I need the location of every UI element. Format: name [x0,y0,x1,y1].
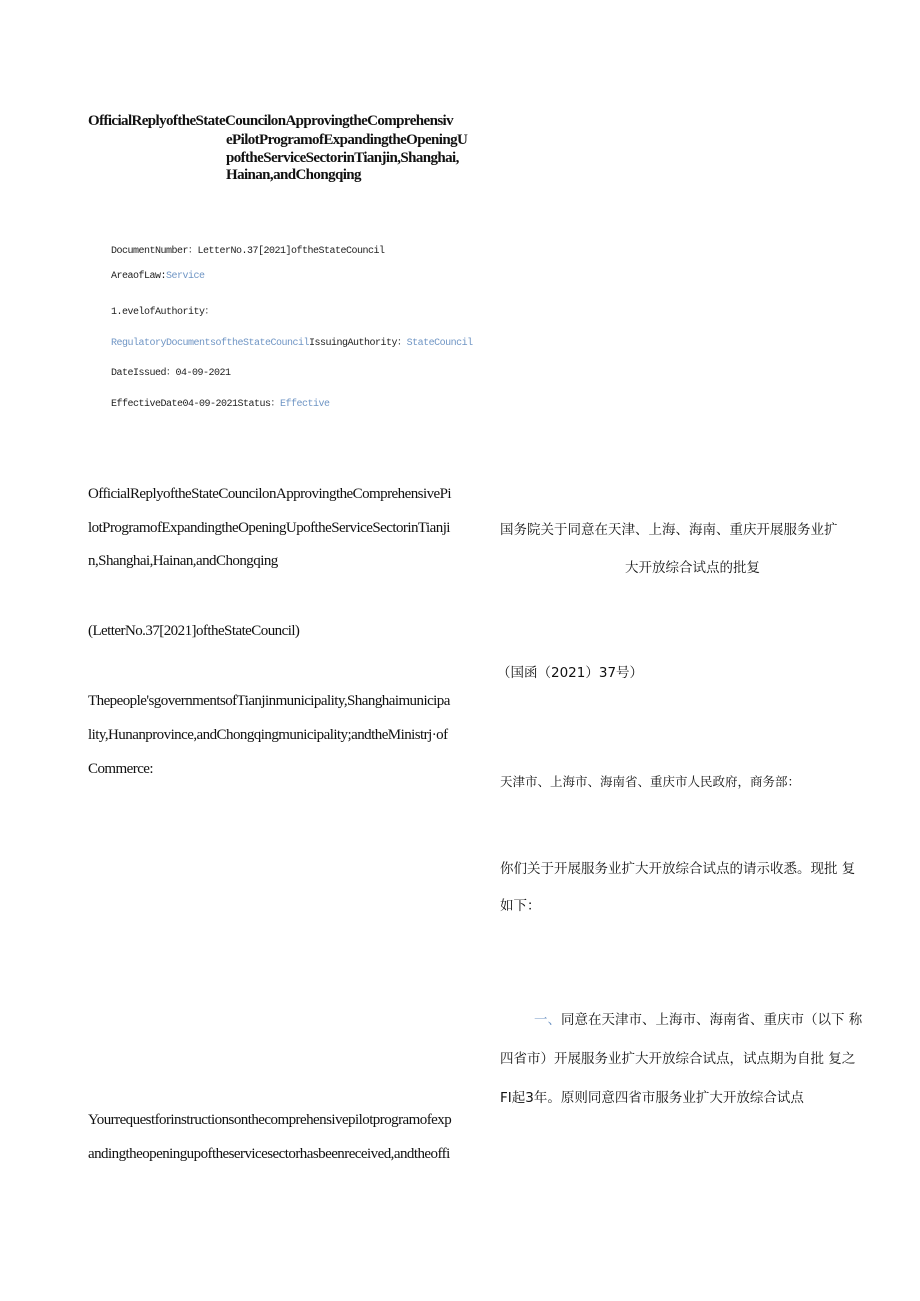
chinese-request-line-2: 如下： [500,898,541,914]
chinese-item-1-line-2: 四省市）开展服务业扩大开放综合试点，试点期为自批 复之 [500,1051,856,1067]
issuing-authority-label: IssuingAuthority： [309,338,407,349]
area-of-law-label: AreaofLaw: [111,271,167,282]
english-addressee-line-2: lity,Hunanprovince,andChongqingmunicipality;andtheMinistrj·of [88,727,448,743]
chinese-item-1-line-3: FI起3年。原则同意四省市服务业扩大开放综合试点 [500,1090,804,1106]
chinese-item-1-number: 一、 [534,1012,561,1028]
header-title-line-2: ePilotProgramofExpandingtheOpeningU [226,132,468,148]
header-title-line-1: OfficialReplyoftheStateCouncilonApprovingtheComprehensiv [88,113,454,129]
chinese-item-1-line-1-text: 同意在天津市、上海市、海南省、重庆市（以下 称 [561,1012,863,1028]
authority-issuer-row [111,333,473,349]
level-of-authority-link[interactable]: RegulatoryDocumentsoftheStateCouncil [111,338,310,349]
document-number: DocumentNumber：LetterNo.37[2021]oftheStateCouncil [111,246,385,257]
area-of-law [111,271,205,282]
header-title-line-4: Hainan,andChongqing [226,167,361,183]
issuing-authority-link[interactable]: StateCouncil [406,338,473,349]
english-addressee-line-1: Thepeople'sgovernmentsofTianjinmunicipality,Shanghaimunicipa [88,693,450,709]
chinese-letter-number: （国函（2021）37号） [497,665,644,681]
effective-date-status-label: EffectiveDate04-09-2021Status： [111,399,281,410]
status-link[interactable]: Effective [280,399,330,410]
chinese-request-line-1: 你们关于开展服务业扩大开放综合试点的请示收悉。现批 复 [500,861,856,877]
header-title-line-3: poftheServiceSectorinTianjin,Shanghai, [226,150,459,166]
english-addressee-line-3: Commerce: [88,761,154,777]
english-request-line-2: andingtheopeningupoftheservicesectorhasbeenreceived,andtheoffi [88,1146,450,1162]
chinese-item-1-line-1 [534,1008,862,1028]
chinese-title-line-1: 国务院关于同意在天津、上海、海南、重庆开展服务业扩 [500,522,838,538]
english-letter-number: (LetterNo.37[2021]oftheStateCouncil) [88,623,300,639]
english-title-line-3: n,Shanghai,Hainan,andChongqing [88,553,278,569]
chinese-title-line-2: 大开放综合试点的批复 [625,560,760,576]
english-title-line-1: OfficialReplyoftheStateCouncilonApprovingtheComprehensivePi [88,486,452,502]
effective-status-row [111,394,330,410]
level-of-authority-label: 1.evelofAuthority： [111,307,215,318]
english-request-line-1: Yourrequestforinstructionsonthecomprehensivepilotprogramofexp [88,1112,452,1128]
date-issued: DateIssued：04-09-2021 [111,368,231,379]
english-title-line-2: lotProgramofExpandingtheOpeningUpoftheServiceSectorinTianji [88,520,450,536]
chinese-addressee: 天津市、上海市、海南省、重庆市人民政府，商务部： [500,774,801,789]
area-of-law-link[interactable]: Service [166,271,205,282]
